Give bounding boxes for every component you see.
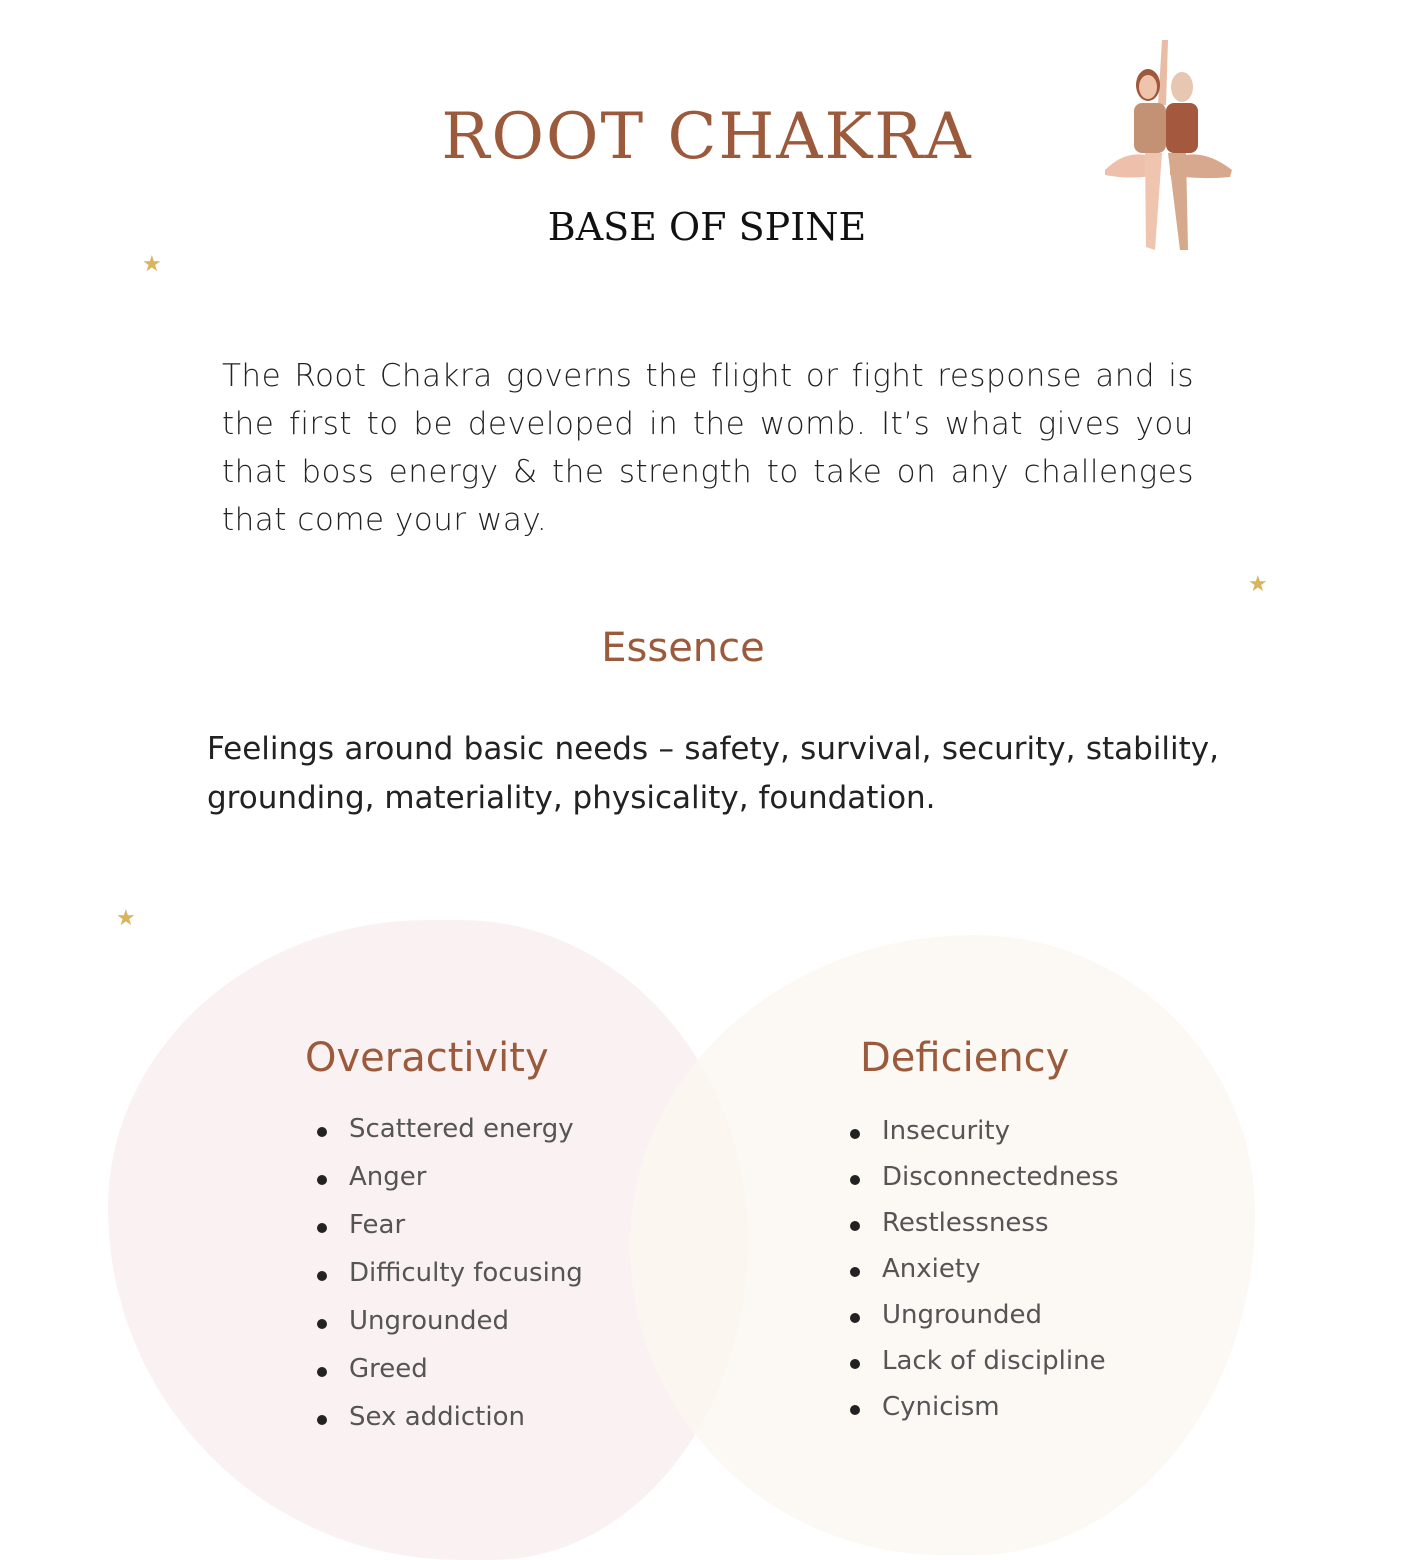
list-item: Restlessness: [850, 1208, 1119, 1254]
yoga-figures-illustration: [1100, 35, 1240, 255]
list-item: Ungrounded: [850, 1300, 1119, 1346]
list-item: Greed: [317, 1354, 583, 1402]
list-item: Difficulty focusing: [317, 1258, 583, 1306]
essence-heading: Essence: [601, 625, 765, 671]
star-icon: ★: [116, 906, 136, 931]
essence-text: Feelings around basic needs – safety, survival, security, stability, grounding, materiality, physicality, foundation.: [207, 731, 1219, 816]
list-item: Sex addiction: [317, 1402, 583, 1450]
intro-paragraph: The Root Chakra governs the flight or fight response and is the first to be developed in the womb. It’s what gives you that boss energy & the strength to take on any challenges that come your way.: [222, 358, 1194, 538]
page-subtitle: BASE OF SPINE: [547, 205, 867, 249]
deficiency-list: [850, 1116, 1119, 1438]
list-item: Disconnectedness: [850, 1162, 1119, 1208]
list-item: Cynicism: [850, 1392, 1119, 1438]
list-item: Fear: [317, 1210, 583, 1258]
list-item: Anger: [317, 1162, 583, 1210]
list-item: Anxiety: [850, 1254, 1119, 1300]
page-title: ROOT CHAKRA: [441, 100, 973, 174]
list-item: Insecurity: [850, 1116, 1119, 1162]
overactivity-heading: Overactivity: [305, 1035, 549, 1081]
star-icon: ★: [1248, 572, 1268, 597]
star-icon: ★: [142, 252, 162, 277]
deficiency-heading: Deficiency: [860, 1035, 1070, 1081]
list-item: Lack of discipline: [850, 1346, 1119, 1392]
list-item: Scattered energy: [317, 1114, 583, 1162]
list-item: Ungrounded: [317, 1306, 583, 1354]
overactivity-list: [317, 1114, 583, 1450]
